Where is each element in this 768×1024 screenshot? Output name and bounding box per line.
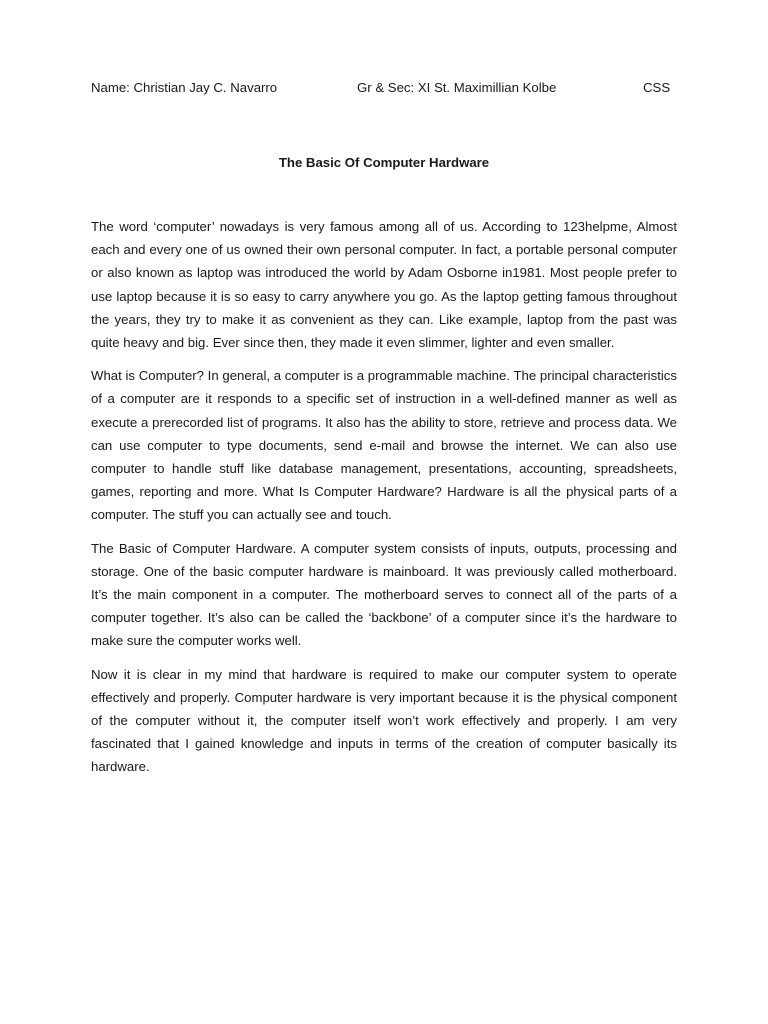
document-title: The Basic Of Computer Hardware (278, 155, 490, 170)
paragraph: The Basic of Computer Hardware. A computer system consists of inputs, outputs, processing and storage. One of the basic computer hardware is mainboard. It was previously called motherboard. It’s the main component in a computer. The motherboard serves to connect all of the parts of a computer together. It’s also can be called the ‘backbone’ of a computer since it’s the hardware to make sure the computer works well. (91, 540, 677, 649)
paragraph: The word ‘computer’ nowadays is very famous among all of us. According to 123helpme, Almost each and every one of us owned their own personal computer. In fact, a portable personal computer or also known as laptop was introduced the world by Adam Osborne in1981. Most people prefer to use laptop because it is so easy to carry anywhere you go. As the laptop getting famous throughout the years, they try to make it as convenient as they can. Like example, laptop from the past was quite heavy and big. Ever since then, they made it even slimmer, lighter and even smaller. (91, 219, 677, 351)
subject-label: CSS (643, 80, 671, 95)
document-body (91, 215, 677, 789)
grade-section: Gr & Sec: XI St. Maximillian Kolbe (357, 80, 557, 95)
paragraph: Now it is clear in my mind that hardware is required to make our computer system to operate effectively and properly. Computer hardware is very important because it is the physical component of the computer without it, the computer itself won’t work effectively and properly. I am very fascinated that I gained knowledge and inputs in terms of the creation of computer basically its hardware. (91, 666, 677, 775)
student-name: Name: Christian Jay C. Navarro (91, 80, 278, 95)
header-line (91, 79, 681, 97)
paragraph: What is Computer? In general, a computer is a programmable machine. The principal characteristics of a computer are it responds to a specific set of instruction in a well-defined manner as well as execute a prerecorded list of programs. It also has the ability to store, retrieve and process data. We can use computer to type documents, send e-mail and browse the internet. We can also use computer to handle stuff like database management, presentations, accounting, spreadsheets, games, reporting and more. What Is Computer Hardware? Hardware is all the physical parts of a computer. The stuff you can actually see and touch. (91, 368, 677, 523)
